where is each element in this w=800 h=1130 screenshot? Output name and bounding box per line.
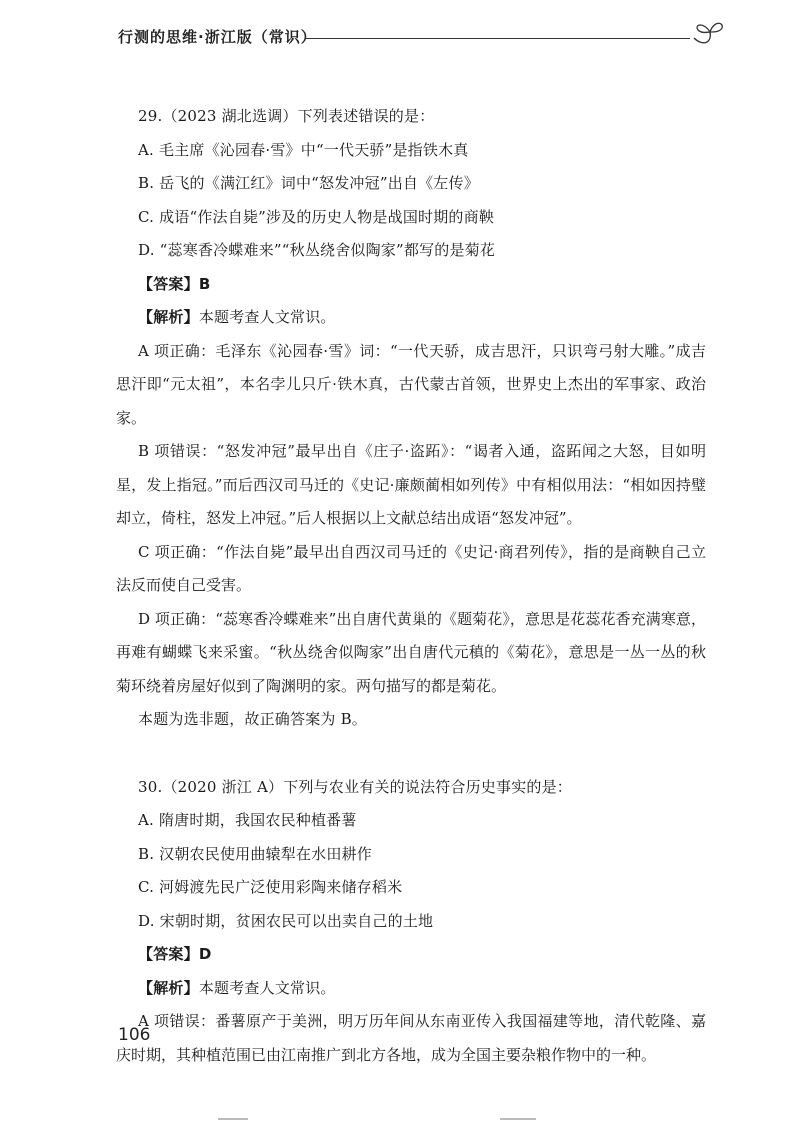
question-29-option-c: C. 成语“作法自毙”涉及的历史人物是战国时期的商鞅 bbox=[138, 207, 495, 226]
question-30-option-c: C. 河姆渡先民广泛使用彩陶来储存稻米 bbox=[138, 878, 403, 896]
question-29-analysis bbox=[138, 301, 708, 335]
analysis-label: 【解析】 bbox=[138, 978, 199, 997]
page-header bbox=[118, 26, 718, 56]
question-30-stem: 30.（2020 浙江 A）下列与农业有关的说法符合历史事实的是： bbox=[138, 777, 572, 796]
question-29-paragraph-d: D 项正确：“蕊寒香冷蝶难来”出自唐代黄巢的《题菊花》，意思是花蕊花香充满寒意，再难有蝴蝶飞来采蜜。“秋丛绕舍似陶家”出自唐代元稹的《菊花》，意思是一丛一丛的秋菊环绕着房屋好似到了陶渊明的家。两句描写的都是菊花。 bbox=[116, 609, 706, 695]
analysis-intro: 本题考查人文常识。 bbox=[198, 308, 336, 326]
scan-artifact bbox=[218, 1118, 248, 1120]
question-30-option-d: D. 宋朝时期，贫困农民可以出卖自己的土地 bbox=[138, 911, 434, 930]
question-29-option-d: D. “蕊寒香冷蝶难来”“秋丛绕舍似陶家”都写的是菊花 bbox=[138, 241, 496, 259]
answer-label: 【答案】 bbox=[138, 274, 199, 293]
page-number: 106 bbox=[118, 1025, 151, 1045]
question-30-option-b: B. 汉朝农民使用曲辕犁在水田耕作 bbox=[138, 844, 372, 863]
section-gap bbox=[138, 737, 708, 771]
question-29-stem: 29.（2023 湖北选调）下列表述错误的是： bbox=[138, 107, 435, 125]
running-title: 行测的思维·浙江版（常识） bbox=[118, 28, 317, 46]
question-29-paragraph-a: A 项正确：毛泽东《沁园春·雪》词：“一代天骄，成吉思汗，只识弯弓射大雕。”成吉思汗即“元太祖”，本名孛儿只斤·铁木真，古代蒙古首领，世界史上杰出的军事家、政治家。 bbox=[116, 341, 706, 427]
answer-value: D bbox=[198, 945, 212, 963]
question-29-conclusion: 本题为选非题，故正确答案为 B。 bbox=[138, 710, 367, 728]
question-29-option-a: A. 毛主席《沁园春·雪》中“一代天骄”是指铁木真 bbox=[138, 140, 469, 159]
question-30-option-a: A. 隋唐时期，我国农民种植番薯 bbox=[138, 811, 357, 829]
sprout-icon bbox=[688, 16, 728, 50]
scan-artifact bbox=[500, 1118, 536, 1120]
answer-label: 【答案】 bbox=[138, 945, 199, 963]
header-rule bbox=[306, 38, 690, 39]
analysis-label: 【解析】 bbox=[138, 308, 199, 326]
question-29-paragraph-c: C 项正确：“作法自毙”最早出自西汉司马迁的《史记·商君列传》，指的是商鞅自己立法反而使自己受害。 bbox=[116, 542, 706, 594]
answer-value: B bbox=[198, 274, 211, 293]
question-29-option-b: B. 岳飞的《满江红》词中“怒发冲冠”出自《左传》 bbox=[138, 174, 479, 192]
question-29-paragraph-b: B 项错误：“怒发冲冠”最早出自《庄子·盗跖》：“谒者入通，盗跖闻之大怒，目如明星，发上指冠。”而后西汉司马迁的《史记·廉颇蔺相如列传》中有相似用法：“相如因持璧却立，倚柱，怒发上冲冠。”后人根据以上文献总结出成语“怒发冲冠”。 bbox=[116, 442, 706, 527]
question-30-answer bbox=[138, 938, 708, 972]
question-29-answer bbox=[138, 268, 708, 302]
question-30-paragraph-a: A 项错误：番薯原产于美洲，明万历年间从东南亚传入我国福建等地，清代乾隆、嘉庆时期，其种植范围已由江南推广到北方各地，成为全国主要杂粮作物中的一种。 bbox=[116, 1012, 706, 1064]
analysis-intro: 本题考查人文常识。 bbox=[198, 978, 336, 997]
question-30-analysis bbox=[138, 972, 708, 1006]
